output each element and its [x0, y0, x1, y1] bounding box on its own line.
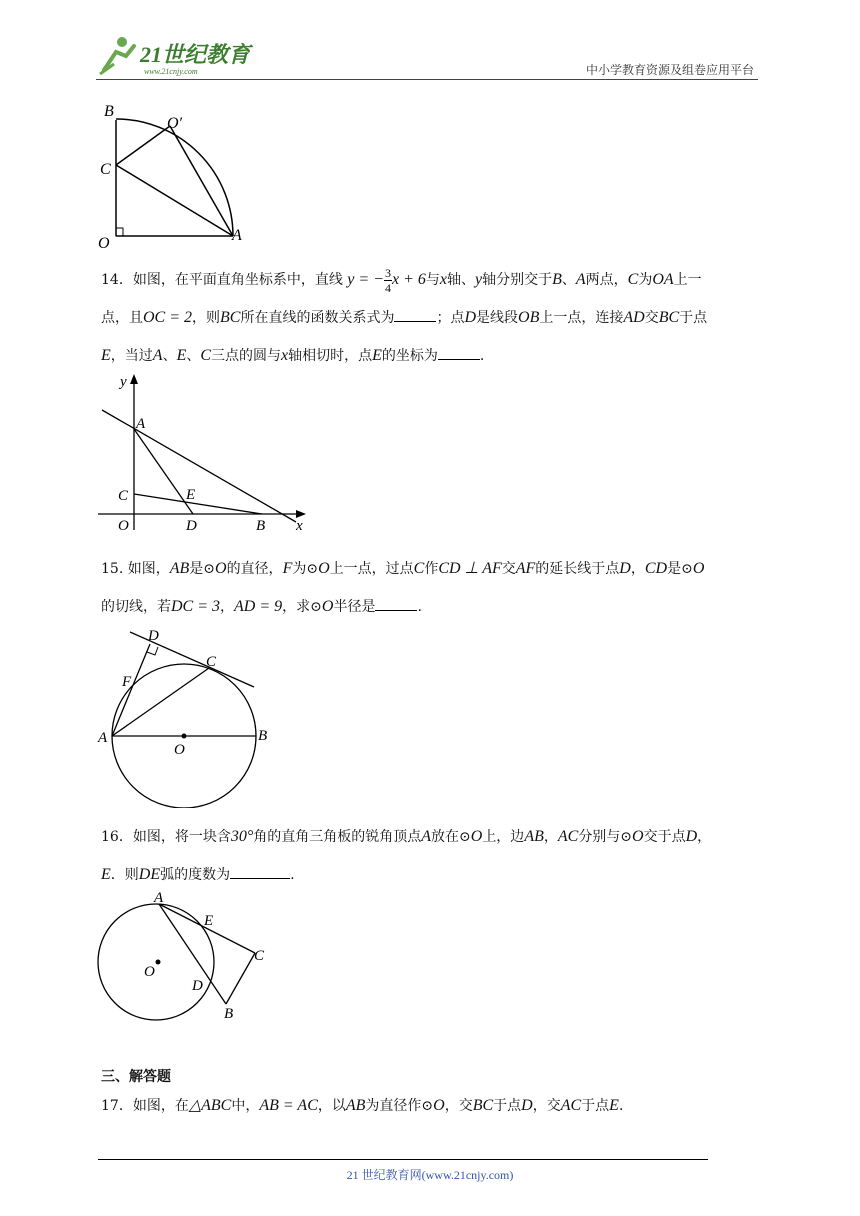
label-B: B [104, 103, 114, 120]
question-17 [101, 1087, 765, 1125]
label-O: O [144, 964, 155, 980]
question-14 [101, 261, 765, 375]
label-B: B [258, 728, 268, 744]
label-C: C [100, 161, 111, 178]
logo-graphic [96, 34, 256, 78]
footer-link[interactable]: 21 世纪教育网(www.21cnjy.com) [346, 1168, 514, 1182]
q17-line1: 17．如图，在△ABC中，AB = AC，以AB为直径作⊙O，交BC于点D，交AC于点E. [101, 1097, 624, 1114]
figure-q15 [92, 624, 282, 808]
q15-line1: 15. 如图，AB是⊙O的直径，F为⊙O上一点，过点C作CD ⊥ AF交AF的延长线于点D，CD是⊙O [101, 560, 705, 577]
q16-line2: E．则DE弧的度数为 . [101, 866, 295, 883]
question-15 [101, 550, 765, 626]
label-y: y [120, 374, 127, 390]
footer-divider [98, 1159, 708, 1160]
platform-title: 中小学教育资源及组卷应用平台 [585, 63, 754, 77]
q14-line2: 点，且OC = 2，则BC所在直线的函数关系式为 ；点D是线段OB上一点，连接AD交BC于点 [101, 309, 708, 326]
figure-q16 [92, 890, 282, 1022]
label-C: C [254, 948, 265, 964]
figure-q14 [92, 372, 322, 534]
label-B: B [256, 518, 266, 534]
label-D: D [186, 518, 197, 534]
label-O: O [174, 742, 185, 758]
q14-line1: 14．如图，在平面直角坐标系中，直线 y = − $\frac{3}{4}$ x + 6与x轴、y轴分别交于B、A两点，C为OA上一 [101, 265, 702, 295]
label-A: A [232, 227, 242, 244]
label-A: A [136, 416, 146, 432]
q14-line3: E，当过A、E、C三点的圆与x轴相切时，点E的坐标为 . [101, 347, 485, 364]
answer-blank-1[interactable] [394, 307, 436, 322]
question-16 [101, 818, 765, 894]
label-B: B [224, 1006, 234, 1022]
answer-blank-4[interactable] [230, 864, 290, 879]
logo-url: www.21cnjy.com [144, 67, 198, 76]
label-C: C [118, 488, 129, 504]
label-E: E [186, 487, 196, 503]
figure-q13 [92, 98, 262, 253]
label-D: D [148, 628, 159, 644]
section-heading: 三、解答题 [101, 1069, 171, 1085]
label-D: D [192, 978, 203, 994]
label-A: A [154, 890, 164, 906]
logo-text: 21世纪教育 [140, 42, 251, 67]
fraction-3-4: $\frac{3}{4}$ [384, 265, 391, 295]
q15-line2: 的切线，若DC = 3，AD = 9，求⊙O半径是 . [101, 598, 422, 615]
label-E: E [204, 913, 214, 929]
answer-blank-3[interactable] [375, 596, 417, 611]
label-x: x [296, 518, 303, 534]
label-O-prime: O′ [167, 115, 183, 132]
label-F: F [122, 674, 132, 690]
label-A: A [98, 730, 108, 746]
answer-blank-2[interactable] [438, 345, 480, 360]
site-logo [96, 34, 256, 78]
q16-line1: 16．如图，将一块含30°角的直角三角板的锐角顶点A放在⊙O上，边AB，AC分别与⊙O交于点D， [101, 828, 712, 845]
label-O: O [98, 235, 110, 252]
label-C: C [206, 654, 217, 670]
header-divider [96, 79, 758, 80]
label-O: O [118, 518, 129, 534]
